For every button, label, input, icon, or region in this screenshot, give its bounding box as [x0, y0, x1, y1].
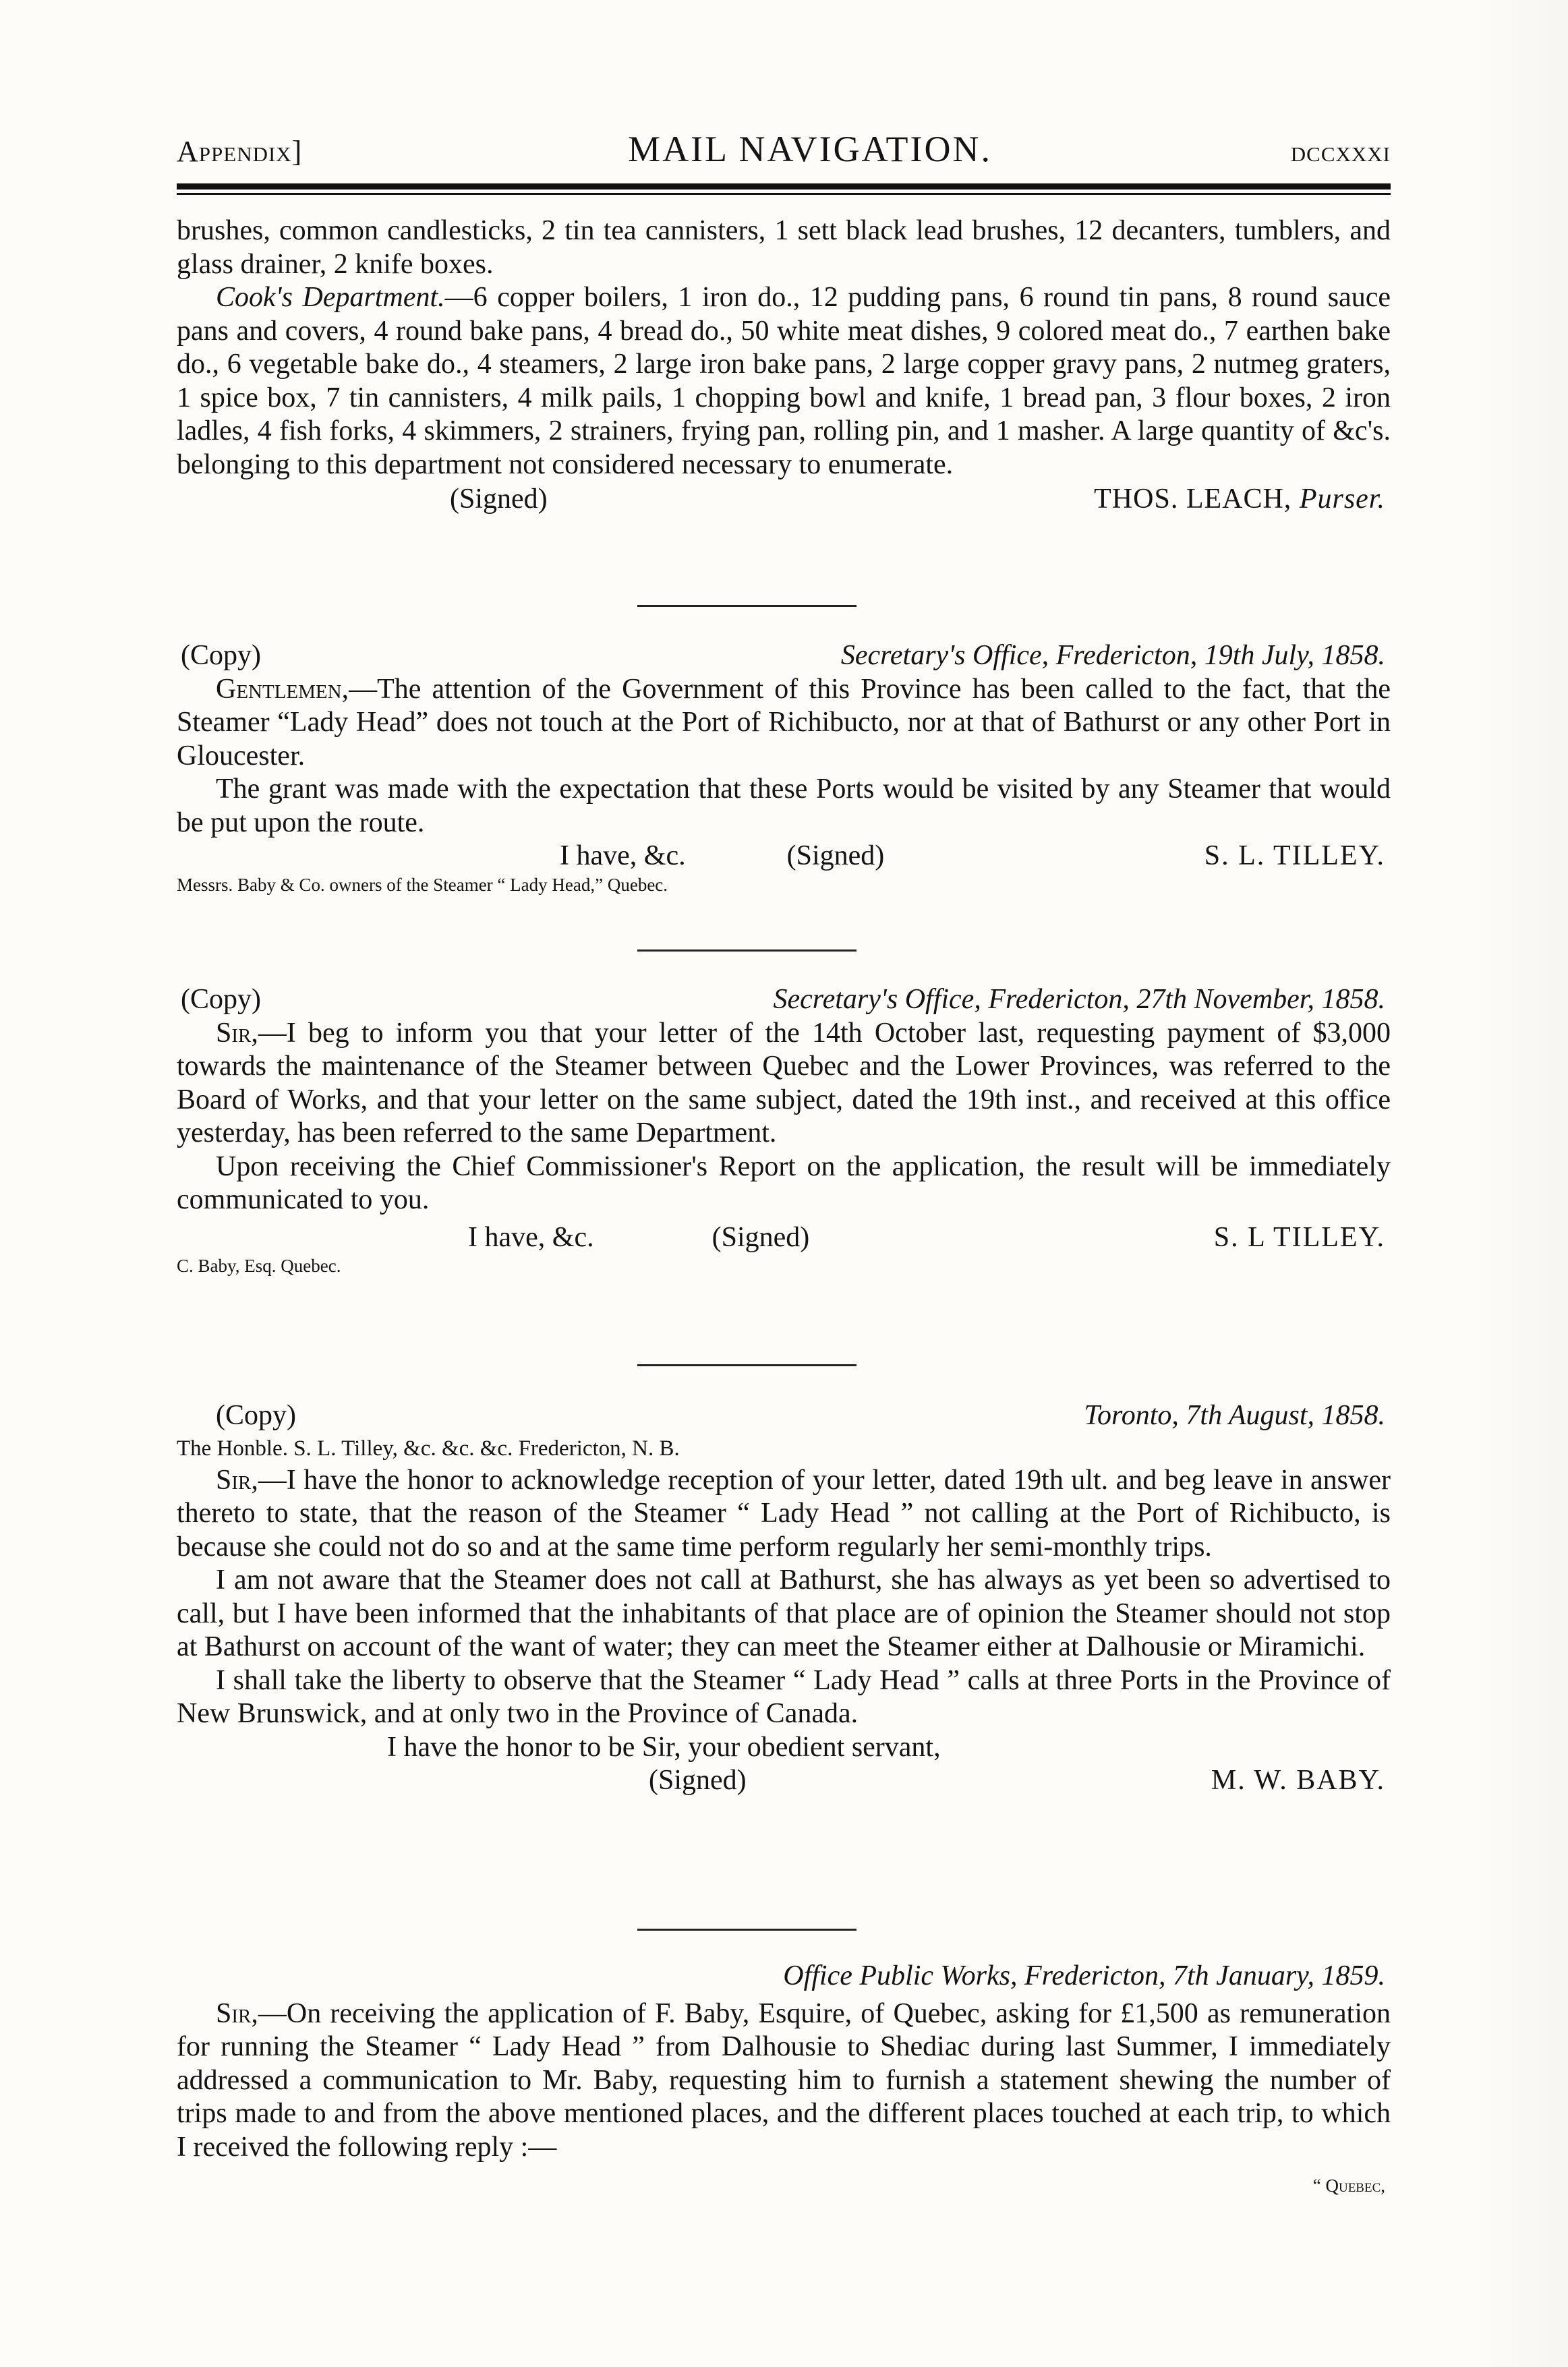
letter-3-closing: I have the honor to be Sir, your obedient servant, [387, 1731, 941, 1763]
letter-1-paragraph-1 [177, 673, 1391, 773]
letter-4-dateline: Office Public Works, Fredericton, 7th January, 1859. [783, 1960, 1385, 1991]
letter-3-paragraph-1 [177, 1464, 1391, 1565]
running-header [177, 128, 1391, 182]
section-separator [637, 1929, 856, 1931]
section-separator [637, 1364, 856, 1366]
signer-title: Purser. [1299, 484, 1385, 515]
header-section-label: Appendix] [177, 135, 303, 168]
letter-3-paragraph-3: I shall take the liberty to observe that the Steamer “ Lady Head ” calls at three Ports in the Province of New Brunswick, and at only two in the Province of Canada. [177, 1664, 1391, 1729]
letter-4-heading [177, 1960, 1391, 1993]
letter-3-body-1: —I have the honor to acknowledge reception of your letter, dated 19th ult. and beg leave in answer thereto to state, that the reason of the Steamer “ Lady Head ” not calling at the Port of Richibucto, is because she could not do so and at the same time perform regularly her semi-monthly trips. [177, 1464, 1391, 1562]
signer-name: S. L TILLEY. [1213, 1221, 1385, 1253]
signer-name: THOS. LEACH, [1094, 484, 1292, 515]
header-title: MAIL NAVIGATION. [628, 129, 993, 169]
signed-label: (Signed) [450, 484, 548, 515]
signed-label: (Signed) [712, 1221, 810, 1253]
letter-2-heading [177, 983, 1391, 1017]
copy-label: (Copy) [181, 640, 261, 671]
letter-1-body-1: —The attention of the Government of this Province has been called to the fact, that the Steamer “Lady Head” does not touch at the Port of Richibucto, nor at that of Bathurst or any other Port in Gloucester. [177, 673, 1391, 771]
letter-1-paragraph-2: The grant was made with the expectation that these Ports would be visited by any Steamer that would be put upon the route. [177, 773, 1391, 838]
signer-name: M. W. BABY. [1211, 1765, 1385, 1796]
closing: I have, &c. [468, 1221, 594, 1253]
cooks-department-text: —6 copper boilers, 1 iron do., 12 pudding pans, 6 round tin pans, 8 round sauce pans and covers, 4 round bake pans, 4 bread do., 50 white meat dishes, 9 colored meat do., 7 earthen bake do., 6 vegetable bake do., 4 steamers, 2 large iron bake pans, 2 large copper gravy pans, 2 nutmeg graters, 1 spice box, 7 tin cannisters, 4 milk pails, 1 chopping bowl and knife, 1 bread pan, 3 flour boxes, 2 iron ladles, 4 fish forks, 4 skimmers, 2 strainers, frying pan, rolling pin, and 1 masher. A large quantity of &c's. belonging to this department not considered necessary to enumerate. [177, 282, 1391, 480]
letter-3-signature-row [177, 1764, 1391, 1798]
letter-2-signature-row [177, 1221, 1391, 1255]
copy-label: (Copy) [216, 1400, 296, 1431]
letter-4-paragraph-1 [177, 1997, 1391, 2165]
letter-2-addressee: C. Baby, Esq. Quebec. [177, 1256, 341, 1276]
letter-3-addressee: The Honble. S. L. Tilley, &c. &c. &c. Fredericton, N. B. [177, 1436, 680, 1461]
letter-1-dateline: Secretary's Office, Fredericton, 19th July, 1858. [840, 640, 1385, 671]
letter-4-salutation: Sir, [216, 1997, 258, 2029]
letter-3-paragraph-2: I am not aware that the Steamer does not call at Bathurst, she has always as yet been so advertised to call, but I have been informed that the inhabitants of that place are of opinion the Steamer should not stop at Bathurst on account of the want of water; they can meet the Steamer either at Dalhousie or Miramichi. [177, 1565, 1391, 1662]
letter-2-body-1: —I beg to inform you that your letter of the 14th October last, requesting payment of $3,000 towards the maintenance of the Steamer between Quebec and the Lower Provinces, was referred to the Board of Works, and that your letter on the same subject, dated the 19th inst., and received at this office yesterday, has been referred to the same Department. [177, 1017, 1391, 1148]
section-separator [637, 605, 856, 607]
letter-1-salutation: Gentlemen, [216, 673, 349, 705]
letter-2-dateline: Secretary's Office, Fredericton, 27th November, 1858. [773, 984, 1385, 1015]
letter-3-salutation: Sir, [216, 1464, 258, 1496]
letter-3-dateline: Toronto, 7th August, 1858. [1084, 1400, 1385, 1431]
signed-label: (Signed) [649, 1765, 747, 1796]
page-edge-shading [1474, 0, 1568, 2367]
letter-2-paragraph-2: Upon receiving the Chief Commissioner's Report on the application, the result will be immediately communicated to you. [177, 1150, 1391, 1215]
header-page-number: dccxxxi [1290, 135, 1391, 168]
catchword: “ Quebec, [1312, 2175, 1385, 2196]
signed-label: (Signed) [786, 840, 885, 871]
signer-name: S. L. TILLEY. [1204, 840, 1385, 871]
letter-1-heading [177, 639, 1391, 673]
letter-2-paragraph-1 [177, 1017, 1391, 1150]
copy-label: (Copy) [181, 984, 261, 1015]
inventory-continuation: brushes, common candlesticks, 2 tin tea cannisters, 1 sett black lead brushes, 12 decanters, tumblers, and glass drainer, 2 knife boxes. [177, 215, 1391, 280]
letter-2-salutation: Sir, [216, 1017, 258, 1049]
letter-4-body-1: —On receiving the application of F. Baby, Esquire, of Quebec, asking for £1,500 as remuneration for running the Steamer “ Lady Head ” from Dalhousie to Shediac during last Summer, I immediately addressed a communication to Mr. Baby, requesting him to furnish a statement shewing the number of trips made to and from the above mentioned places, and the different places touched at each trip, to which I received the following reply :— [177, 1997, 1391, 2163]
purser-signer [1094, 483, 1385, 517]
cooks-department-label: Cook's Department. [216, 282, 445, 313]
letter-3 [177, 1399, 1391, 1798]
letter-3-heading [177, 1399, 1391, 1433]
cooks-department-paragraph [177, 281, 1391, 481]
letter-1 [177, 639, 1391, 896]
header-rule-thick [177, 183, 1391, 189]
letter-1-addressee: Messrs. Baby & Co. owners of the Steamer “ Lady Head,” Quebec. [177, 874, 668, 895]
letter-4 [177, 1960, 1391, 2203]
letter-2 [177, 983, 1391, 1277]
header-rule-thin [177, 193, 1391, 195]
purser-signature-row [177, 483, 1391, 517]
inventory-section [177, 214, 1391, 517]
closing: I have, &c. [560, 840, 686, 871]
section-separator [637, 949, 856, 952]
letter-1-signature-row [177, 840, 1391, 873]
